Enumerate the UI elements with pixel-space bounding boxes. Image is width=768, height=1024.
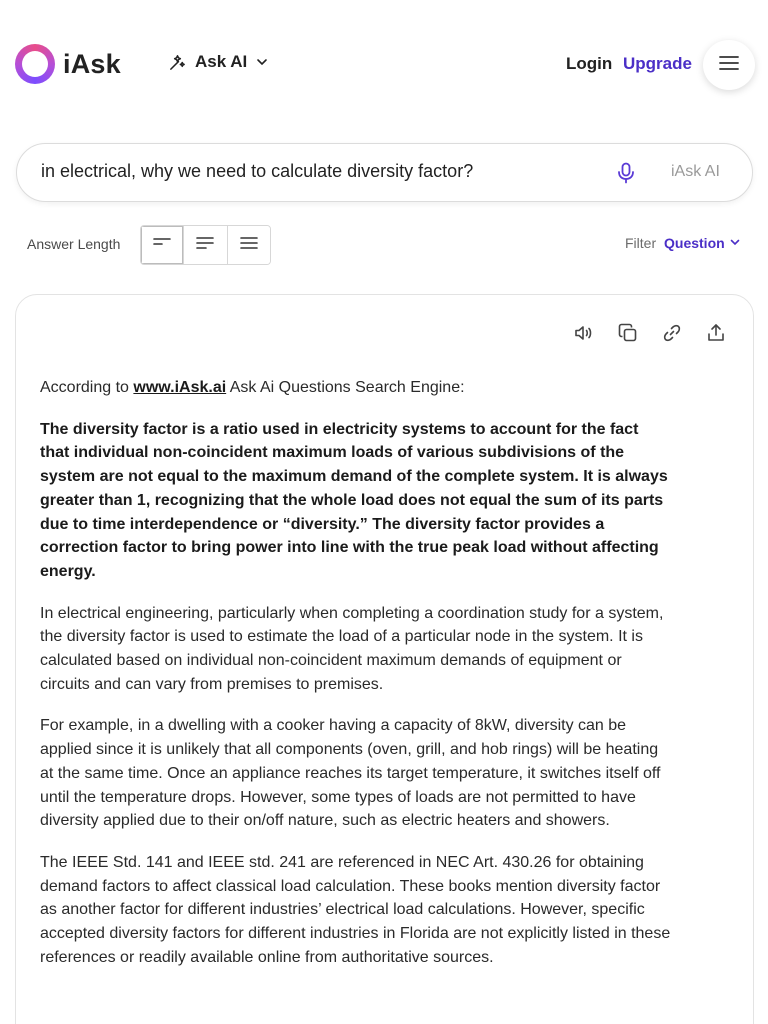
answer-actions [574, 323, 726, 343]
answer-intro [40, 376, 672, 400]
answer-content [40, 376, 672, 987]
sparkle-icon [168, 53, 187, 72]
logo-icon [15, 44, 55, 84]
chevron-down-icon [255, 55, 269, 69]
answer-card [15, 294, 754, 1024]
intro-suffix: Ask Ai Questions Search Engine: [226, 379, 465, 396]
length-short-button[interactable] [141, 226, 184, 264]
speaker-icon[interactable] [574, 323, 594, 343]
answer-paragraph: In electrical engineering, particularly when completing a coordination study for a system, the diversity factor is used to estimate the load of a particular node in the system. It is calculated based on individual non-coincident maximum demands of equipment or circuits and can vary from premises to premises. [40, 604, 664, 693]
share-icon[interactable] [706, 323, 726, 343]
login-link[interactable]: Login [566, 54, 613, 73]
source-link[interactable]: www.iAsk.ai [133, 379, 227, 396]
logo[interactable] [15, 44, 121, 84]
answer-summary: The diversity factor is a ratio used in electricity systems to account for the fact that individual non-coincident maximum loads of various subdivisions of the system are not equal to the maximum demand of the complete system. It is always greater than 1, recognizing that the whole load does not equal the sum of its parts due to time interdependence or “diversity.” The diversity factor provides a correction factor to bring power into line with the true peak load without affecting energy. [40, 420, 668, 580]
length-long-button[interactable] [228, 226, 270, 264]
answer-paragraph: For example, in a dwelling with a cooker having a capacity of 8kW, diversity can be applied since it is unlikely that all components (oven, grill, and hob rings) will be heating at the same time. Once an appliance reaches its target temperature, it switches itself off until the temperature drops. However, some types of loads are not permitted to have diversity applied due to their on/off nature, such as electric heaters and showers. [40, 717, 661, 830]
upgrade-link[interactable]: Upgrade [623, 54, 692, 73]
menu-button[interactable] [703, 40, 755, 90]
answer-paragraph: The IEEE Std. 141 and IEEE std. 241 are referenced in NEC Art. 430.26 for obtaining demand factors to affect classical load calculation. These books mention diversity factor as another factor for different industries’ electrical load calculations. However, specific accepted diversity factors for different industries in Florida are not explicitly listed in these references or readily available online from authoritative sources. [40, 853, 671, 966]
answer-length-label: Answer Length [27, 236, 121, 252]
filter-dropdown[interactable] [664, 235, 741, 251]
intro-prefix: According to [40, 379, 134, 396]
answer-length-selector [140, 225, 271, 265]
logo-text: iAsk [63, 48, 121, 79]
copy-icon[interactable] [618, 323, 638, 343]
search-input[interactable] [41, 161, 601, 182]
menu-icon [719, 55, 739, 76]
length-short-icon [153, 236, 171, 254]
ask-ai-dropdown[interactable] [168, 52, 269, 72]
ask-ai-label: Ask AI [195, 52, 248, 71]
header [0, 0, 768, 128]
length-medium-button[interactable] [184, 226, 227, 264]
mic-icon[interactable] [617, 162, 635, 189]
link-icon[interactable] [662, 323, 682, 343]
search-bar [16, 143, 753, 202]
chevron-down-icon [729, 235, 741, 251]
length-medium-icon [196, 236, 214, 255]
filter-value: Question [664, 235, 725, 251]
search-mode-label[interactable]: iAsk AI [671, 163, 720, 180]
filter-label: Filter [625, 235, 657, 251]
length-long-icon [240, 236, 258, 255]
